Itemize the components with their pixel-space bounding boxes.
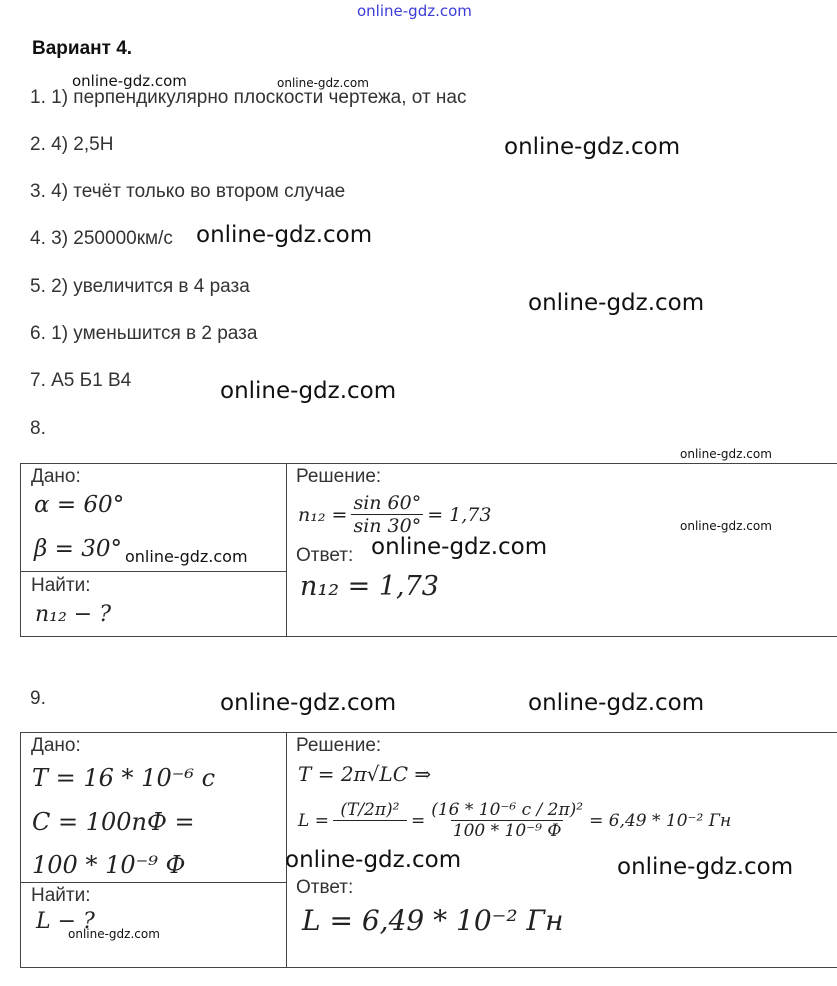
watermark: online-gdz.com — [617, 854, 794, 880]
answer-6: 6. 1) уменьшится в 2 раза — [30, 323, 258, 344]
fraction-1-denominator — [333, 820, 407, 841]
fraction-1 — [333, 800, 407, 841]
watermark-top: online-gdz.com — [357, 2, 472, 20]
given-beta: β = 30° — [34, 536, 122, 562]
answer-4: 4. 3) 250000км/с — [30, 228, 173, 249]
watermark: online-gdz.com — [680, 447, 772, 461]
answer-1: 1. 1) перпендикулярно плоскости чертежа, от нас — [30, 87, 467, 108]
fraction-denominator: sin 30° — [353, 515, 422, 537]
watermark: online-gdz.com — [125, 547, 248, 566]
given-label: Дано: — [31, 466, 81, 487]
fraction-1-numerator: (T/2π)² — [340, 800, 400, 820]
fraction-numerator: sin 60° — [353, 492, 422, 514]
solution-fraction — [351, 492, 423, 537]
given-capacitance-si: 100 * 10⁻⁹ Ф — [32, 851, 186, 879]
watermark: online-gdz.com — [371, 534, 548, 560]
find-label: Найти: — [31, 885, 91, 906]
page-title: Вариант 4. — [32, 38, 133, 59]
solution-label: Решение: — [296, 466, 382, 487]
given-capacitance: C = 100nФ = — [32, 808, 195, 836]
watermark: online-gdz.com — [277, 76, 369, 90]
answer-label: Ответ: — [296, 545, 354, 566]
fraction-2-numerator: (16 * 10⁻⁶ c / 2π)² — [431, 800, 584, 820]
given-alpha: α = 60° — [34, 492, 125, 518]
thomson-formula: T = 2π√LC ⇒ — [298, 762, 432, 786]
watermark: online-gdz.com — [528, 690, 705, 716]
watermark: online-gdz.com — [220, 378, 397, 404]
answer-8-number: 8. — [30, 418, 46, 439]
find-inductance: L − ? — [36, 909, 95, 934]
given-label: Дано: — [31, 735, 81, 756]
answer-label: Ответ: — [296, 877, 354, 898]
solution-lhs: n₁₂ = — [298, 503, 348, 526]
fraction-2-denominator: 100 * 10⁻⁹ Ф — [452, 821, 562, 841]
answer-3: 3. 4) течёт только во втором случае — [30, 181, 346, 202]
table-divider — [286, 463, 287, 636]
table-divider — [20, 571, 286, 572]
answer-7: 7. А5 Б1 В4 — [30, 370, 132, 391]
answer-5: 5. 2) увеличится в 4 раза — [30, 276, 250, 297]
solution-label: Решение: — [296, 735, 382, 756]
table-divider — [20, 882, 286, 883]
watermark: online-gdz.com — [680, 519, 772, 533]
solution-rhs: = 1,73 — [427, 503, 492, 526]
problem-9-number: 9. — [30, 688, 46, 709]
answer-2: 2. 4) 2,5Н — [30, 134, 114, 155]
find-label: Найти: — [31, 575, 91, 596]
find-n12: n₁₂ − ? — [35, 602, 112, 627]
watermark: online-gdz.com — [196, 222, 373, 248]
watermark: online-gdz.com — [68, 927, 160, 941]
inductance-formula: L = (T/2π)² = $\frac{\text{(16 * 10⁻⁶ c / 2π)²}}{\text{100 * 10⁻⁹ Ф}}$ = 6,49 * 10⁻² Гн — [298, 800, 732, 841]
formula-lhs: L = — [298, 810, 329, 831]
watermark: online-gdz.com — [72, 72, 187, 90]
fraction-2 — [429, 800, 585, 841]
watermark: online-gdz.com — [220, 690, 397, 716]
solution-formula — [298, 492, 491, 537]
answer-value: n₁₂ = 1,73 — [300, 571, 439, 602]
watermark: online-gdz.com — [285, 847, 462, 873]
answer-value: L = 6,49 * 10⁻² Гн — [302, 904, 564, 937]
given-period: T = 16 * 10⁻⁶ c — [32, 764, 216, 792]
formula-rhs: = 6,49 * 10⁻² Гн — [589, 810, 732, 831]
watermark: online-gdz.com — [504, 134, 681, 160]
watermark: online-gdz.com — [528, 290, 705, 316]
